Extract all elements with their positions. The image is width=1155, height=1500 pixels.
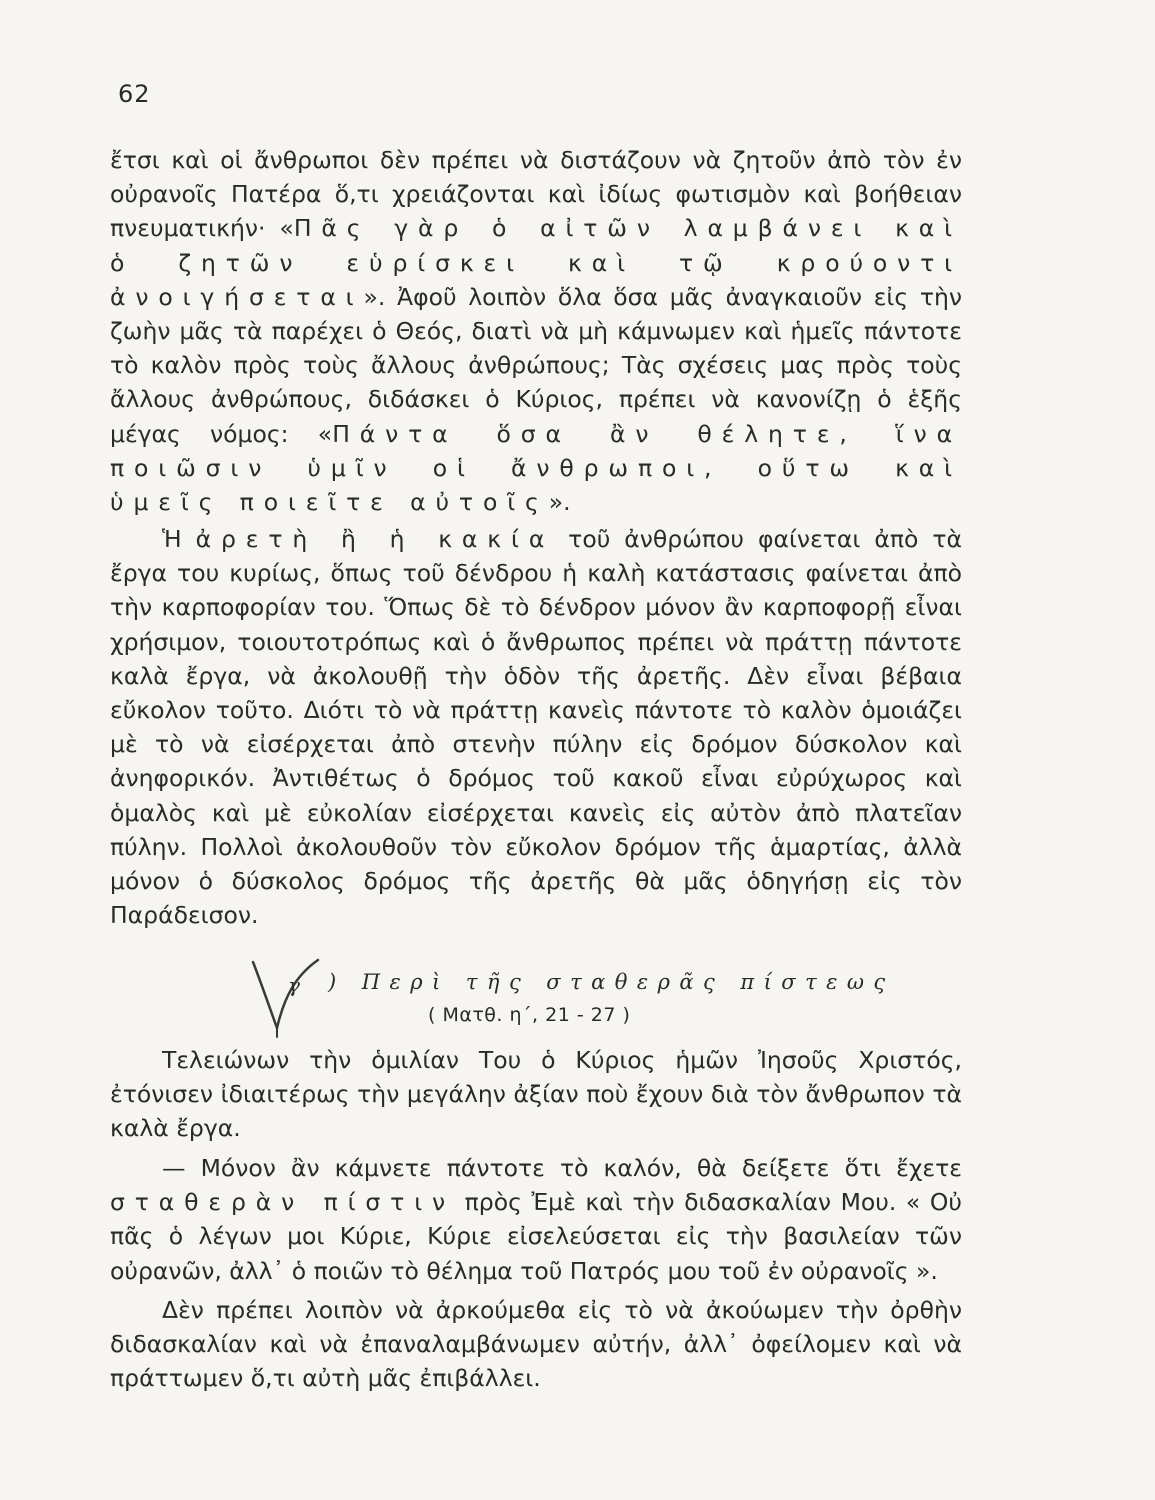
paragraph-2-text-b: τοῦ ἀνθρώπου φαίνεται ἀπὸ τὰ ἔργα του κυρίως, ὅπως τοῦ δένδρου ἡ καλὴ κατάστασις φαίνεται ἀπὸ τὴν καρποφορίαν του. Ὅπως δὲ τὸ δένδρον μόνον ἂν καρποφορῇ εἶναι χρήσιμον, τοιουτοτρόπως καὶ ὁ ἄνθρωπος πρέπει νὰ πράττῃ πάντοτε καλὰ ἔργα, νὰ ἀκολουθῇ τὴν ὁδὸν τῆς ἀρετῆς. Δὲν εἶναι βέβαια εὔκολον τοῦτο. Διότι τὸ νὰ πράττῃ κανεὶς πάντοτε τὸ καλὸν ὁμοιάζει μὲ τὸ νὰ εἰσέρχεται ἀπὸ στενὴν πύλην εἰς δρόμον δύσκολον καὶ ἀνηφορικόν. Ἀντιθέτως ὁ δρόμος τοῦ κακοῦ εἶναι εὐρύχωρος καὶ ὁμαλὸς καὶ μὲ εὐκολίαν εἰσέρχεται κανεὶς εἰς αὐτὸν ἀπὸ πλατεῖαν πύλην. Πολλοὶ ἀκολουθοῦν τὸν εὔκολον δρόμον τῆς ἁμαρτίας, ἀλλὰ μόνον ὁ δύσκολος δρόμος τῆς ἀρετῆς θὰ μᾶς ὁδηγήσῃ εἰς τὸν Παράδεισον. — [110, 525, 962, 930]
scripture-quote-2: Πάντα ὅσα ἂν θέλητε, ἵνα ποιῶσιν ὑμῖν οἱ ἄνθρωποι, οὕτω καὶ ὑμεῖς ποιεῖτε αὐτοῖς — [110, 419, 962, 517]
paragraph-4 — [110, 1151, 962, 1288]
paragraph-3-text: Τελειώνων τὴν ὁμιλίαν Του ὁ Κύριος ἡμῶν Ἰησοῦς Χριστός, ἐτόνισεν ἰδιαιτέρως τὴν μεγάλην ἀξίαν ποὺ ἔχουν διὰ τὸν ἄνθρωπον τὰ καλὰ ἔργα. — [110, 1046, 962, 1143]
paragraph-1-text-a: ἔτσι καὶ οἱ ἄνθρωποι δὲν πρέπει νὰ διστάζουν νὰ ζητοῦν ἀπὸ τὸν ἐν οὐρανοῖς Πατέρα ὅ,τι χρειάζονται καὶ ἰδίως φωτισμὸν καὶ βοήθειαν πνευματικήν· « — [110, 146, 962, 243]
paragraph-4-text-b: πρὸς Ἐμὲ καὶ τὴν διδασκαλίαν Μου. « Οὐ πᾶς ὁ λέγων μοι Κύριε, Κύριε εἰσελεύσεται εἰς τὴν βασιλείαν τῶν οὐρανῶν, ἀλλ᾽ ὁ ποιῶν τὸ θέλημα τοῦ Πατρός μου τοῦ ἐν οὐρανοῖς ». — [110, 1188, 963, 1285]
paragraph-5-text: Δὲν πρέπει λοιπὸν νὰ ἀρκούμεθα εἰς τὸ νὰ ἀκούωμεν τὴν ὀρθὴν διδασκαλίαν καὶ νὰ ἐπαναλαμβάνωμεν αὐτήν, ἀλλ᾽ ὀφείλομεν καὶ νὰ πράττωμεν ὅ,τι αὐτὴ μᾶς ἐπιβάλλει. — [110, 1296, 962, 1393]
paragraph-1 — [110, 143, 962, 519]
paragraph-2-emphasis: ἀρετὴ ἢ ἡ κακία — [195, 525, 555, 553]
paragraph-3 — [110, 1043, 962, 1146]
section-letter: γ — [288, 973, 300, 997]
paragraph-4-text-a: — Μόνον ἂν κάμνετε πάντοτε τὸ καλόν, θὰ δείξετε ὅτι ἔχετε — [162, 1154, 962, 1182]
scripture-quote-1: Πᾶς γὰρ ὁ αἰτῶν λαμβάνει καὶ ὁ ζητῶν εὑρίσκει καὶ τῷ κρούοντι ἀνοιγήσεται — [110, 214, 962, 311]
paragraph-2-text-a: Ἡ — [162, 525, 196, 553]
paragraph-5 — [110, 1293, 962, 1396]
section-title: ) Περὶ τῆς σταθερᾶς πίστεως — [328, 970, 895, 994]
paragraph-1-text-b: ». Ἀφοῦ λοιπὸν ὅλα ὅσα μᾶς ἀναγκαιοῦν εἰς τὴν ζωὴν μᾶς τὰ παρέχει ὁ Θεός, διατὶ νὰ μὴ κάμνωμεν καὶ ἡμεῖς πάντοτε τὸ καλὸν πρὸς τοὺς ἄλλους ἀνθρώπους; Τὰς σχέσεις μας πρὸς τοὺς ἄλλους ἀνθρώπους, διδάσκει ὁ Κύριος, πρέπει νὰ κανονίζῃ ὁ ἑξῆς μέγας νόμος: « — [110, 282, 962, 448]
handwritten-check-mark — [250, 958, 320, 1038]
page-number: 62 — [118, 80, 151, 108]
section-heading — [250, 958, 895, 1038]
paragraph-1-text-c: ». — [548, 488, 571, 517]
paragraph-2 — [110, 522, 962, 932]
section-reference: ( Ματθ. η΄, 21 - 27 ) — [428, 1004, 631, 1026]
paragraph-4-emphasis: σταθερὰν πίστιν — [110, 1188, 456, 1217]
